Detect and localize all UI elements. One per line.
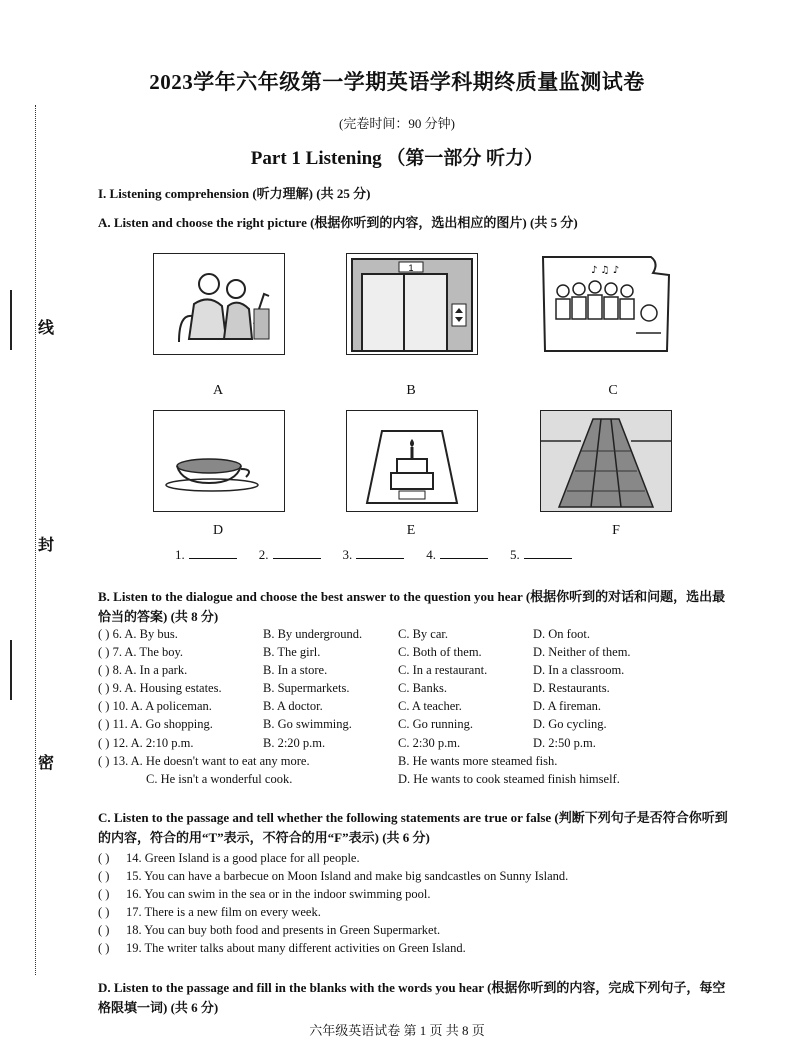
page-title: 2023学年六年级第一学期英语学科期终质量监测试卷 <box>149 70 645 94</box>
margin-mark <box>10 290 12 350</box>
picture-label-f: F <box>612 523 620 538</box>
section-i-heading: I. Listening comprehension (听力理解) (共 25 分) <box>98 186 371 201</box>
section-a-heading: A. Listen and choose the right picture (根据你听到的内容，选出相应的图片) (共 5 分) <box>98 215 578 230</box>
question-row: ( ) 6. A. By bus. B. By underground. C. By car. D. On foot. <box>98 627 590 641</box>
answer-blanks <box>175 546 572 563</box>
teacup-icon <box>154 411 284 511</box>
picture-f <box>540 410 672 512</box>
blank-item[interactable]: 4. <box>426 546 488 563</box>
picture-label-c: C <box>608 383 618 398</box>
escalator-icon <box>541 411 671 511</box>
question-row: ( ) 9. A. Housing estates. B. Supermarkets. C. Banks. D. Restaurants. <box>98 681 610 695</box>
picture-a <box>153 253 285 355</box>
elevator-icon <box>347 254 477 354</box>
birthday-cake-icon <box>347 411 477 511</box>
section-c-heading: C. Listen to the passage and tell whether the following statements are true or false (判断下列句子是否符合你听到的内容，符合的用“T”表示，不符合的用“F”表示) (共 6 分) <box>98 810 728 845</box>
binding-line <box>35 105 36 975</box>
question-row: C. He isn't a wonderful cook. D. He wants to cook steamed finish himself. <box>146 772 620 786</box>
tf-statement: ( ) 14. Green Island is a good place for all people. <box>98 851 360 865</box>
margin-char-line: 线 <box>38 320 55 337</box>
exam-time: (完卷时间：90 分钟) <box>339 116 455 131</box>
picture-label-a: A <box>212 383 224 398</box>
section-d-heading: D. Listen to the passage and fill in the blanks with the words you hear (根据你听到的内容，完成下列句子，每空格限填一词) (共 6 分) <box>98 980 726 1015</box>
margin-char-seal: 封 <box>38 537 55 554</box>
question-row: ( ) 11. A. Go shopping. B. Go swimming. C. Go running. D. Go cycling. <box>98 717 607 731</box>
tf-statement: ( ) 18. You can buy both food and presents in Green Supermarket. <box>98 923 441 937</box>
blank-item[interactable]: 3. <box>343 546 405 563</box>
question-row: ( ) 13. A. He doesn't want to eat any more. B. He wants more steamed fish. <box>98 754 558 768</box>
question-row: ( ) 10. A. A policeman. B. A doctor. C. A teacher. D. A fireman. <box>98 699 602 713</box>
question-row: ( ) 12. A. 2:10 p.m. B. 2:20 p.m. C. 2:30 p.m. D. 2:50 p.m. <box>98 736 596 750</box>
people-talking-icon <box>154 254 284 354</box>
tf-statement: ( ) 19. The writer talks about many different activities on Green Island. <box>98 941 466 955</box>
picture-b <box>346 253 478 355</box>
question-row: ( ) 8. A. In a park. B. In a store. C. In a restaurant. D. In a classroom. <box>98 663 625 677</box>
tf-statement: ( ) 16. You can swim in the sea or in the indoor swimming pool. <box>98 887 431 901</box>
picture-label-e: E <box>406 523 416 538</box>
page-footer: 六年级英语试卷 第 1 页 共 8 页 <box>309 1023 485 1038</box>
picture-c <box>541 253 671 353</box>
part-heading: Part 1 Listening （第一部分 听力） <box>250 148 544 169</box>
blank-item[interactable]: 2. <box>259 546 321 563</box>
tf-statement: ( ) 17. There is a new film on every week. <box>98 905 321 919</box>
svg-text:1: 1 <box>408 263 414 273</box>
question-row: ( ) 7. A. The boy. B. The girl. C. Both of them. D. Neither of them. <box>98 645 631 659</box>
picture-e <box>346 410 478 512</box>
blank-item[interactable]: 1. <box>175 546 237 563</box>
picture-d <box>153 410 285 512</box>
margin-mark <box>10 640 12 700</box>
blank-item[interactable]: 5. <box>510 546 572 563</box>
children-singing-icon <box>541 253 671 353</box>
section-b-heading: B. Listen to the dialogue and choose the best answer to the question you hear (根据你听到的对话和问题，选出最恰当的答案) (共 8 分) <box>98 589 726 624</box>
picture-label-d: D <box>212 523 224 538</box>
tf-statement: ( ) 15. You can have a barbecue on Moon Island and make big sandcastles on Sunny Island. <box>98 869 569 883</box>
svg-text:♪ ♫ ♪: ♪ ♫ ♪ <box>591 265 620 276</box>
picture-label-b: B <box>406 383 416 398</box>
margin-char-secret: 密 <box>38 755 55 772</box>
